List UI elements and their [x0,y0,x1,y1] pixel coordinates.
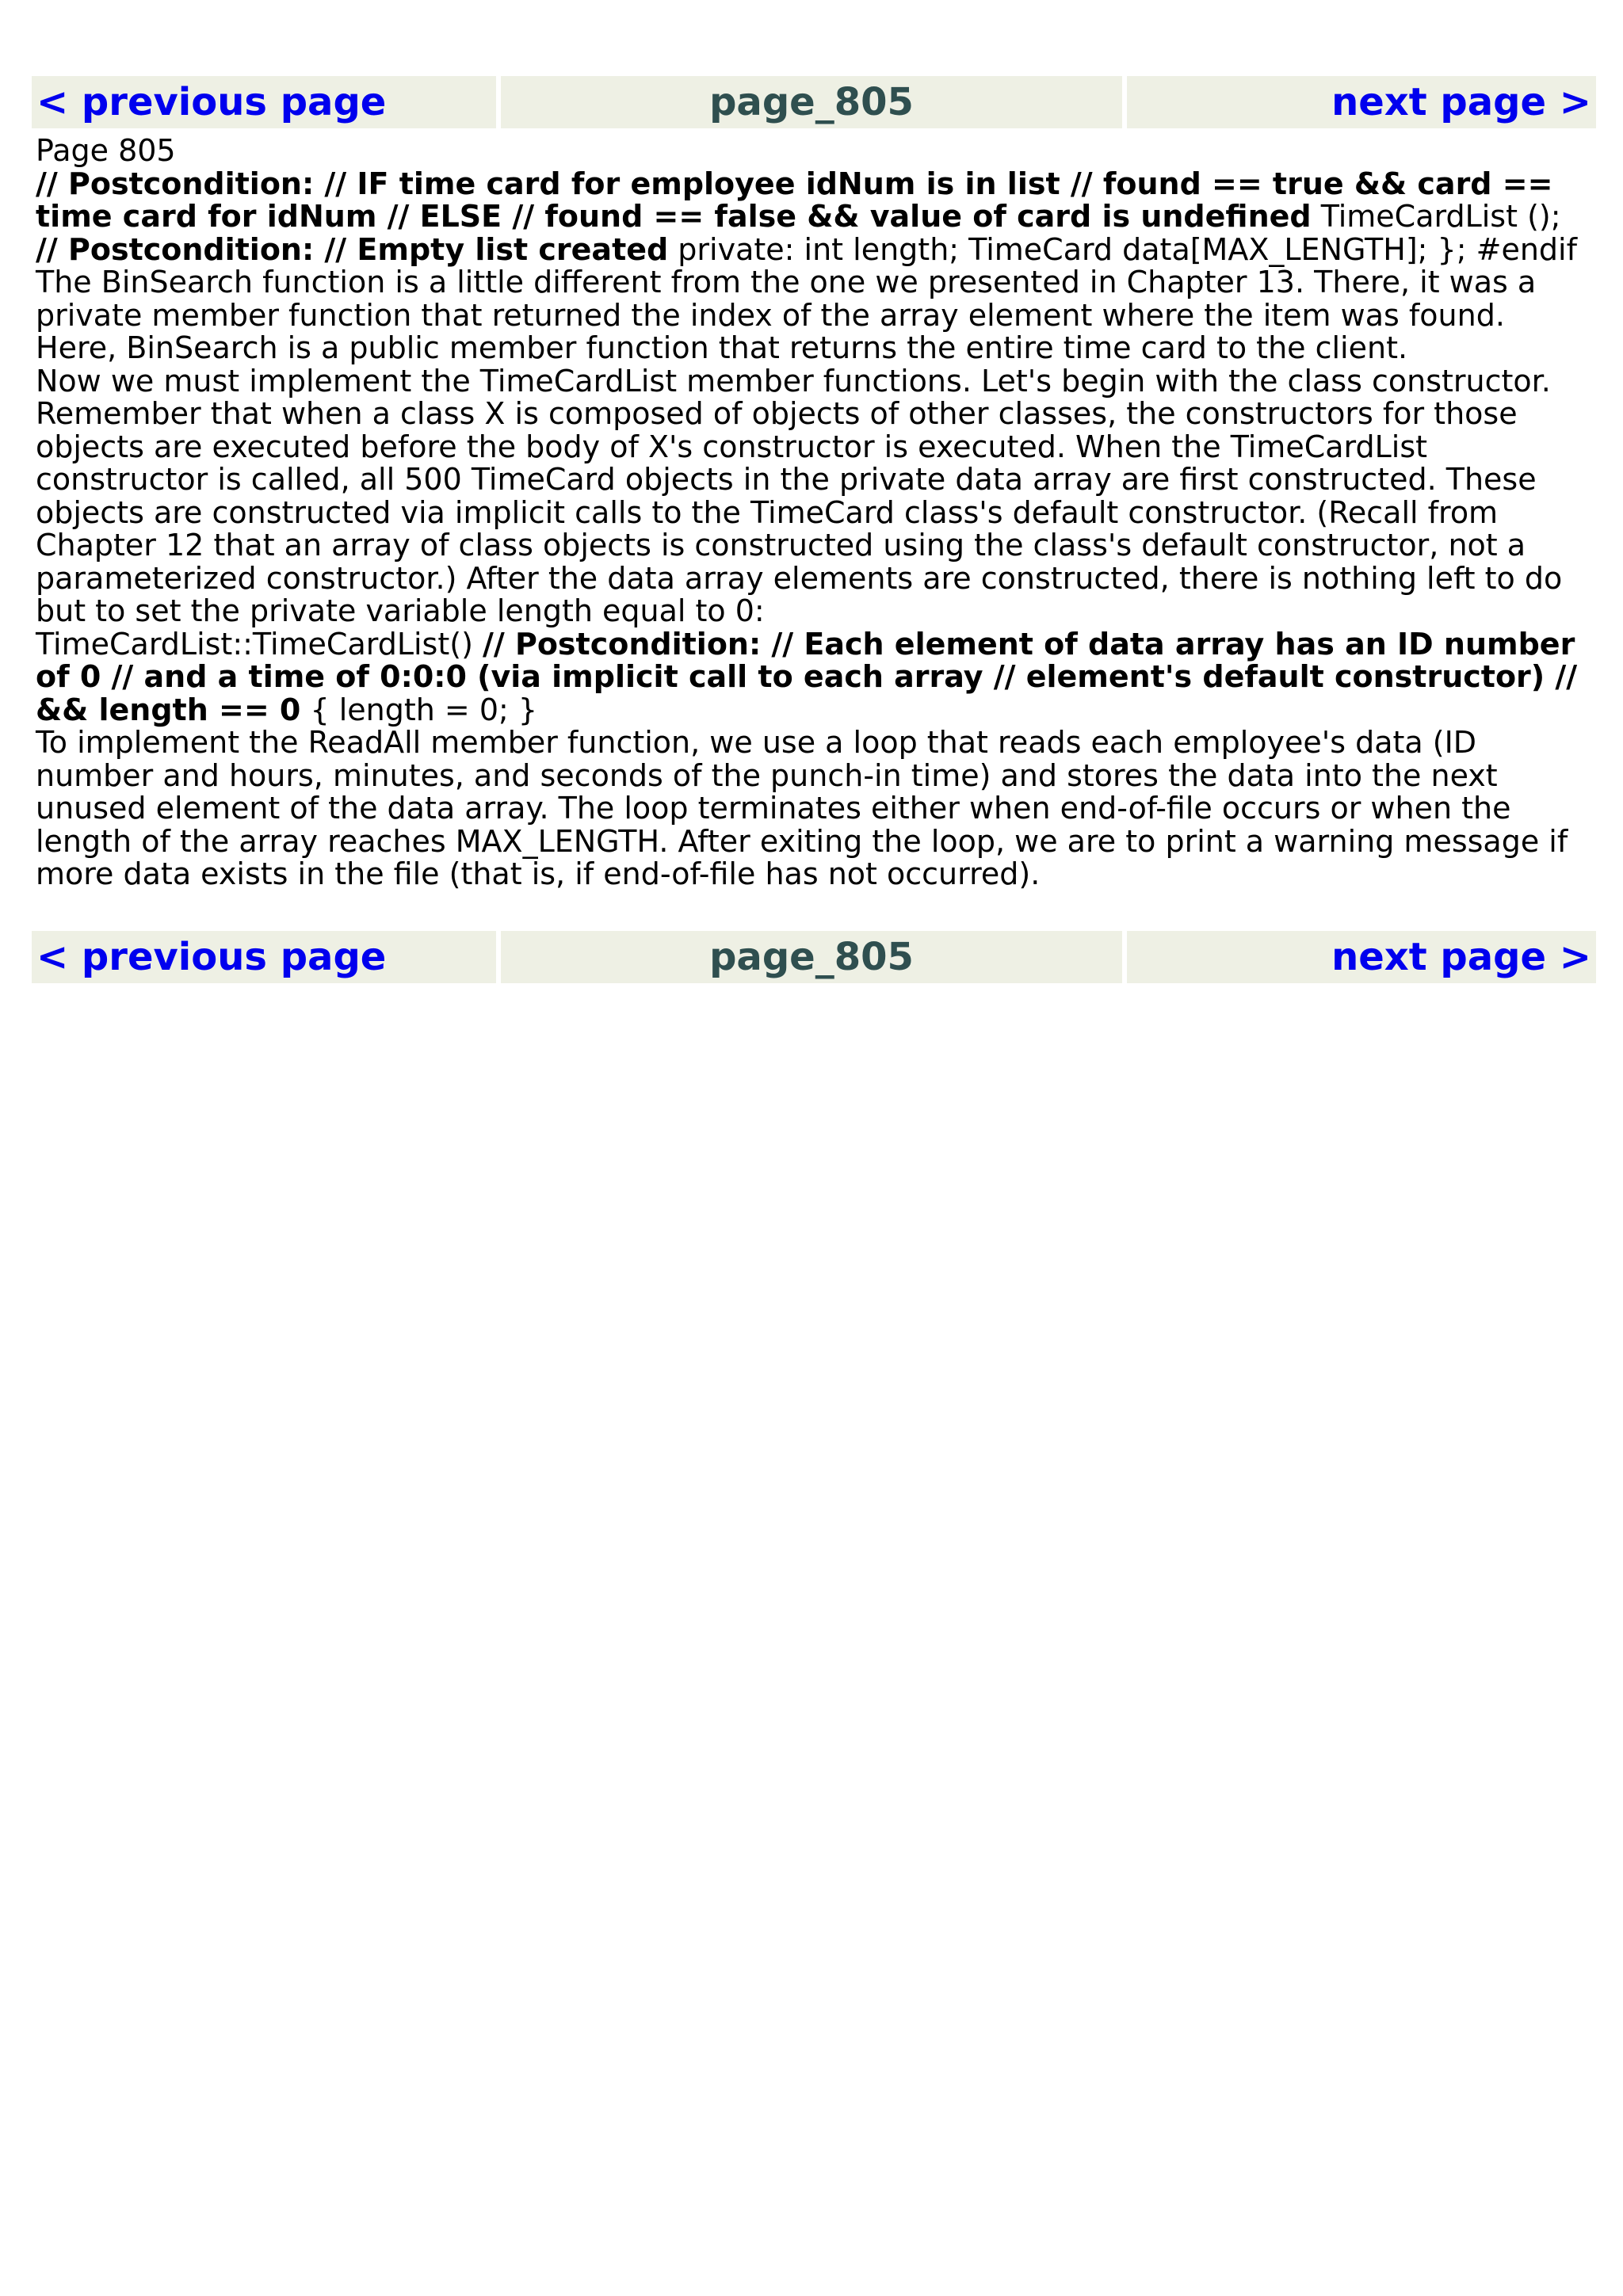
top-navigation-bar [32,76,1596,128]
bottom-page-number: page_805 [501,931,1122,983]
code-text: TimeCardList::TimeCardList() [36,626,483,662]
page-heading: Page 805 [36,133,176,168]
top-previous-page-link[interactable]: < previous page [36,80,387,124]
page-content [36,135,1589,891]
top-next-page-link[interactable]: next page > [1331,80,1591,124]
code-comment: // Postcondition: // Empty list created [36,231,669,267]
paragraph-binsearch: The BinSearch function is a little different from the one we presented in Chapter 13. There, it was a private member function that returned the index of the array element where the item was found. Here, BinSearch is a public member function that returns the entire time card to the client. [36,265,1537,365]
bottom-navigation-bar [32,931,1596,983]
code-text: { length = 0; } [300,692,538,727]
code-comment: // Postcondition: // Each element of data array has an ID number of 0 // and a time of 0:0:0 (via implicit call to each array // element's default constructor) // && length == 0 [36,626,1578,727]
bottom-prev-cell [32,931,496,983]
code-comment: // Postcondition: // IF time card for employee idNum is in list // found == true && card == time card for idNum // ELSE // found == false && value of card is undefined [36,166,1553,234]
code-text: TimeCardList (); [1311,199,1561,234]
top-next-cell [1127,76,1596,128]
code-block-2 [36,628,1589,727]
bottom-previous-page-link[interactable]: < previous page [36,935,387,979]
code-block-1 [36,168,1589,267]
bottom-next-page-link[interactable]: next page > [1331,935,1591,979]
top-page-number: page_805 [501,76,1122,128]
paragraph-constructor: Now we must implement the TimeCardList member functions. Let's begin with the class constructor. Remember that when a class X is composed of objects of other classes, the constructors for those objects are executed before the body of X's constructor is executed. When the TimeCardList constructor is called, all 500 TimeCard objects in the private data array are first constructed. These objects are constructed via implicit calls to the TimeCard class's default constructor. (Recall from Chapter 12 that an array of class objects is constructed using the class's default constructor, not a parameterized constructor.) After the data array elements are constructed, there is nothing left to do but to set the private variable length equal to 0: [36,363,1563,628]
code-text: private: int length; TimeCard data[MAX_LENGTH]; }; #endif [668,231,1577,267]
bottom-next-cell [1127,931,1596,983]
paragraph-readall: To implement the ReadAll member function, we use a loop that reads each employee's data (ID number and hours, minutes, and seconds of the punch-in time) and stores the data into the next unused element of the data array. The loop terminates either when end-of-file occurs or when the length of the array reaches MAX_LENGTH. After exiting the loop, we are to print a warning message if more data exists in the file (that is, if end-of-file has not occurred). [36,725,1568,891]
top-prev-cell [32,76,496,128]
